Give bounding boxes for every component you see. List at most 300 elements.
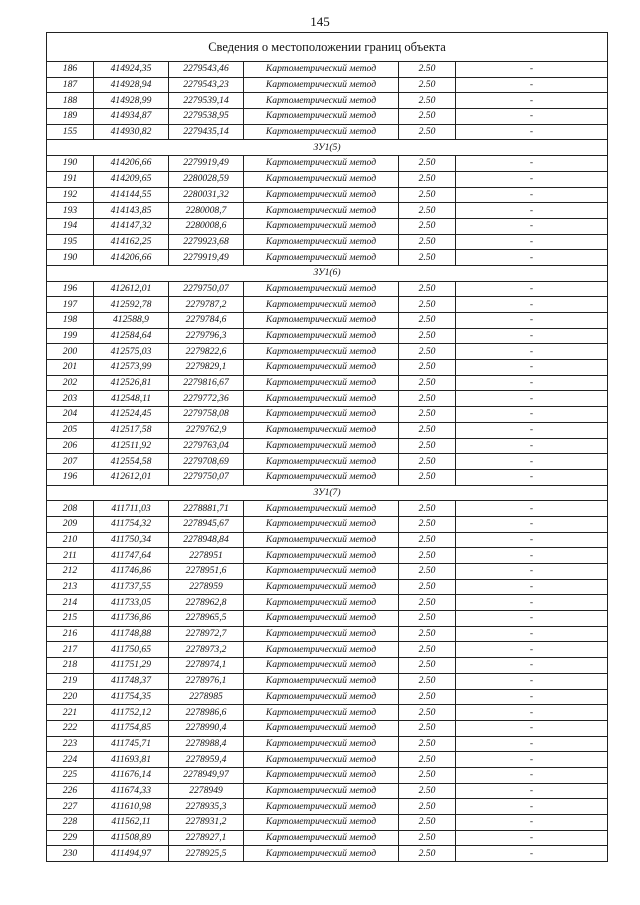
- point-number-cell: 190: [47, 156, 94, 172]
- coordinate-x-cell: 412524,45: [94, 407, 169, 423]
- coordinate-y-cell: 2278949,97: [169, 767, 244, 783]
- point-number-cell: 195: [47, 234, 94, 250]
- description-cell: -: [456, 564, 608, 580]
- table-row: [47, 783, 608, 799]
- method-cell: Картометрический метод: [244, 815, 399, 831]
- point-number-cell: 210: [47, 532, 94, 548]
- description-cell: -: [456, 454, 608, 470]
- coordinate-y-cell: 2279763,04: [169, 438, 244, 454]
- coordinate-y-cell: 2279708,69: [169, 454, 244, 470]
- point-number-cell: 219: [47, 673, 94, 689]
- accuracy-cell: 2.50: [399, 564, 456, 580]
- table-row: [47, 313, 608, 329]
- table-row: [47, 752, 608, 768]
- table-row: [47, 767, 608, 783]
- coordinate-y-cell: 2278959,4: [169, 752, 244, 768]
- coordinate-y-cell: 2278965,5: [169, 611, 244, 627]
- accuracy-cell: 2.50: [399, 469, 456, 485]
- coordinate-y-cell: 2279772,36: [169, 391, 244, 407]
- method-cell: Картометрический метод: [244, 454, 399, 470]
- description-cell: -: [456, 187, 608, 203]
- coordinate-x-cell: 414928,94: [94, 77, 169, 93]
- coordinate-x-cell: 414147,32: [94, 218, 169, 234]
- method-cell: Картометрический метод: [244, 422, 399, 438]
- point-number-cell: 209: [47, 516, 94, 532]
- description-cell: -: [456, 846, 608, 862]
- coordinate-y-cell: 2278962,8: [169, 595, 244, 611]
- accuracy-cell: 2.50: [399, 250, 456, 266]
- coordinate-x-cell: 412584,64: [94, 328, 169, 344]
- point-number-cell: 198: [47, 313, 94, 329]
- description-cell: -: [456, 501, 608, 517]
- accuracy-cell: 2.50: [399, 752, 456, 768]
- method-cell: Картометрический метод: [244, 830, 399, 846]
- method-cell: Картометрический метод: [244, 469, 399, 485]
- method-cell: Картометрический метод: [244, 705, 399, 721]
- coordinate-x-cell: 411508,89: [94, 830, 169, 846]
- method-cell: Картометрический метод: [244, 156, 399, 172]
- coordinate-x-cell: 414928,99: [94, 93, 169, 109]
- coordinate-y-cell: 2278985: [169, 689, 244, 705]
- point-number-cell: 228: [47, 815, 94, 831]
- section-row: [47, 485, 608, 501]
- accuracy-cell: 2.50: [399, 344, 456, 360]
- coordinate-x-cell: 414162,25: [94, 234, 169, 250]
- accuracy-cell: 2.50: [399, 689, 456, 705]
- description-cell: -: [456, 767, 608, 783]
- method-cell: Картометрический метод: [244, 328, 399, 344]
- coordinate-x-cell: 412612,01: [94, 281, 169, 297]
- table-row: [47, 438, 608, 454]
- coordinate-y-cell: 2280031,32: [169, 187, 244, 203]
- method-cell: Картометрический метод: [244, 595, 399, 611]
- description-cell: -: [456, 62, 608, 78]
- coordinate-y-cell: 2279538,95: [169, 109, 244, 125]
- point-number-cell: 200: [47, 344, 94, 360]
- table-row: [47, 689, 608, 705]
- method-cell: Картометрический метод: [244, 187, 399, 203]
- point-number-cell: 189: [47, 109, 94, 125]
- coordinate-y-cell: 2278881,71: [169, 501, 244, 517]
- method-cell: Картометрический метод: [244, 767, 399, 783]
- point-number-cell: 225: [47, 767, 94, 783]
- point-number-cell: 191: [47, 171, 94, 187]
- coordinate-y-cell: 2280028,59: [169, 171, 244, 187]
- point-number-cell: 213: [47, 579, 94, 595]
- coordinate-x-cell: 412517,58: [94, 422, 169, 438]
- accuracy-cell: 2.50: [399, 830, 456, 846]
- point-number-cell: 192: [47, 187, 94, 203]
- description-cell: -: [456, 532, 608, 548]
- table-row: [47, 375, 608, 391]
- description-cell: -: [456, 783, 608, 799]
- table-row: [47, 799, 608, 815]
- coordinate-y-cell: 2279923,68: [169, 234, 244, 250]
- point-number-cell: 187: [47, 77, 94, 93]
- point-number-cell: 194: [47, 218, 94, 234]
- point-number-cell: 196: [47, 281, 94, 297]
- coordinate-y-cell: 2279543,46: [169, 62, 244, 78]
- coordinate-y-cell: 2279543,23: [169, 77, 244, 93]
- coordinate-y-cell: 2278973,2: [169, 642, 244, 658]
- coordinate-y-cell: 2279758,08: [169, 407, 244, 423]
- accuracy-cell: 2.50: [399, 360, 456, 376]
- coordinate-x-cell: 411745,71: [94, 736, 169, 752]
- coordinate-x-cell: 411693,81: [94, 752, 169, 768]
- method-cell: Картометрический метод: [244, 532, 399, 548]
- description-cell: -: [456, 218, 608, 234]
- accuracy-cell: 2.50: [399, 407, 456, 423]
- description-cell: -: [456, 830, 608, 846]
- table-row: [47, 297, 608, 313]
- coordinate-y-cell: 2278948,84: [169, 532, 244, 548]
- table-row: [47, 218, 608, 234]
- accuracy-cell: 2.50: [399, 77, 456, 93]
- description-cell: -: [456, 344, 608, 360]
- method-cell: Картометрический метод: [244, 658, 399, 674]
- coordinate-y-cell: 2278949: [169, 783, 244, 799]
- description-cell: -: [456, 548, 608, 564]
- coordinate-x-cell: 411562,11: [94, 815, 169, 831]
- coordinate-x-cell: 414924,35: [94, 62, 169, 78]
- coordinate-y-cell: 2278972,7: [169, 626, 244, 642]
- point-number-cell: 207: [47, 454, 94, 470]
- description-cell: -: [456, 281, 608, 297]
- description-cell: -: [456, 124, 608, 140]
- coordinate-y-cell: 2279539,14: [169, 93, 244, 109]
- coordinate-x-cell: 412592,78: [94, 297, 169, 313]
- coordinate-x-cell: 411748,37: [94, 673, 169, 689]
- coordinate-x-cell: 411610,98: [94, 799, 169, 815]
- point-number-cell: 203: [47, 391, 94, 407]
- accuracy-cell: 2.50: [399, 313, 456, 329]
- description-cell: -: [456, 234, 608, 250]
- coordinate-x-cell: 411737,55: [94, 579, 169, 595]
- coordinate-x-cell: 411754,35: [94, 689, 169, 705]
- method-cell: Картометрический метод: [244, 564, 399, 580]
- point-number-cell: 193: [47, 203, 94, 219]
- point-number-cell: 215: [47, 611, 94, 627]
- coordinate-x-cell: 412573,99: [94, 360, 169, 376]
- method-cell: Картометрический метод: [244, 752, 399, 768]
- point-number-cell: 201: [47, 360, 94, 376]
- accuracy-cell: 2.50: [399, 62, 456, 78]
- accuracy-cell: 2.50: [399, 422, 456, 438]
- method-cell: Картометрический метод: [244, 93, 399, 109]
- section-row: [47, 140, 608, 156]
- method-cell: Картометрический метод: [244, 62, 399, 78]
- description-cell: -: [456, 156, 608, 172]
- point-number-cell: 208: [47, 501, 94, 517]
- coordinate-x-cell: 412588,9: [94, 313, 169, 329]
- description-cell: -: [456, 203, 608, 219]
- description-cell: -: [456, 375, 608, 391]
- method-cell: Картометрический метод: [244, 783, 399, 799]
- table-title-row: [47, 33, 608, 62]
- coordinate-y-cell: 2278945,67: [169, 516, 244, 532]
- method-cell: Картометрический метод: [244, 736, 399, 752]
- boundary-coordinates-sheet: [46, 32, 607, 862]
- coordinate-x-cell: 412612,01: [94, 469, 169, 485]
- point-number-cell: 202: [47, 375, 94, 391]
- description-cell: -: [456, 799, 608, 815]
- point-number-cell: 217: [47, 642, 94, 658]
- description-cell: -: [456, 736, 608, 752]
- table-row: [47, 595, 608, 611]
- table-row: [47, 391, 608, 407]
- coordinate-x-cell: 411754,85: [94, 720, 169, 736]
- description-cell: -: [456, 360, 608, 376]
- description-cell: -: [456, 407, 608, 423]
- description-cell: -: [456, 313, 608, 329]
- table-row: [47, 626, 608, 642]
- point-number-cell: 212: [47, 564, 94, 580]
- table-row: [47, 642, 608, 658]
- point-number-cell: 229: [47, 830, 94, 846]
- section-label: ЗУ1(6): [47, 265, 608, 281]
- coordinate-x-cell: 412554,58: [94, 454, 169, 470]
- table-row: [47, 736, 608, 752]
- coordinate-y-cell: 2278931,2: [169, 815, 244, 831]
- accuracy-cell: 2.50: [399, 579, 456, 595]
- coordinate-x-cell: 411711,03: [94, 501, 169, 517]
- point-number-cell: 204: [47, 407, 94, 423]
- description-cell: -: [456, 297, 608, 313]
- coordinate-y-cell: 2279750,07: [169, 281, 244, 297]
- coordinate-y-cell: 2279784,6: [169, 313, 244, 329]
- description-cell: -: [456, 705, 608, 721]
- coordinate-y-cell: 2278990,4: [169, 720, 244, 736]
- coordinate-x-cell: 411748,88: [94, 626, 169, 642]
- method-cell: Картометрический метод: [244, 77, 399, 93]
- table-row: [47, 830, 608, 846]
- point-number-cell: 221: [47, 705, 94, 721]
- table-row: [47, 611, 608, 627]
- description-cell: -: [456, 626, 608, 642]
- coordinate-y-cell: 2280008,6: [169, 218, 244, 234]
- method-cell: Картометрический метод: [244, 313, 399, 329]
- accuracy-cell: 2.50: [399, 658, 456, 674]
- point-number-cell: 155: [47, 124, 94, 140]
- point-number-cell: 188: [47, 93, 94, 109]
- coordinate-x-cell: 411733,05: [94, 595, 169, 611]
- coordinate-x-cell: 411752,12: [94, 705, 169, 721]
- coordinate-x-cell: 411676,14: [94, 767, 169, 783]
- coordinate-x-cell: 411674,33: [94, 783, 169, 799]
- method-cell: Картометрический метод: [244, 281, 399, 297]
- accuracy-cell: 2.50: [399, 391, 456, 407]
- description-cell: -: [456, 752, 608, 768]
- boundary-coordinates-table: [46, 32, 608, 862]
- coordinate-y-cell: 2278927,1: [169, 830, 244, 846]
- point-number-cell: 205: [47, 422, 94, 438]
- table-row: [47, 579, 608, 595]
- coordinate-y-cell: 2278951: [169, 548, 244, 564]
- method-cell: Картометрический метод: [244, 516, 399, 532]
- accuracy-cell: 2.50: [399, 799, 456, 815]
- accuracy-cell: 2.50: [399, 548, 456, 564]
- accuracy-cell: 2.50: [399, 375, 456, 391]
- accuracy-cell: 2.50: [399, 767, 456, 783]
- accuracy-cell: 2.50: [399, 187, 456, 203]
- method-cell: Картометрический метод: [244, 109, 399, 125]
- method-cell: Картометрический метод: [244, 720, 399, 736]
- coordinate-y-cell: 2278925,5: [169, 846, 244, 862]
- coordinate-y-cell: 2279829,1: [169, 360, 244, 376]
- point-number-cell: 226: [47, 783, 94, 799]
- coordinate-y-cell: 2278988,4: [169, 736, 244, 752]
- description-cell: -: [456, 815, 608, 831]
- accuracy-cell: 2.50: [399, 454, 456, 470]
- description-cell: -: [456, 77, 608, 93]
- method-cell: Картометрический метод: [244, 501, 399, 517]
- coordinate-x-cell: 414206,66: [94, 156, 169, 172]
- description-cell: -: [456, 673, 608, 689]
- coordinate-x-cell: 412548,11: [94, 391, 169, 407]
- point-number-cell: 186: [47, 62, 94, 78]
- table-row: [47, 156, 608, 172]
- description-cell: -: [456, 579, 608, 595]
- table-row: [47, 422, 608, 438]
- coordinate-x-cell: 412526,81: [94, 375, 169, 391]
- section-row: [47, 265, 608, 281]
- method-cell: Картометрический метод: [244, 234, 399, 250]
- coordinate-x-cell: 411494,97: [94, 846, 169, 862]
- coordinate-y-cell: 2278986,6: [169, 705, 244, 721]
- description-cell: -: [456, 422, 608, 438]
- coordinate-y-cell: 2278974,1: [169, 658, 244, 674]
- accuracy-cell: 2.50: [399, 501, 456, 517]
- table-row: [47, 93, 608, 109]
- coordinate-x-cell: 414930,82: [94, 124, 169, 140]
- table-row: [47, 203, 608, 219]
- coordinate-x-cell: 414143,85: [94, 203, 169, 219]
- table-row: [47, 344, 608, 360]
- table-row: [47, 77, 608, 93]
- point-number-cell: 190: [47, 250, 94, 266]
- page-number: 145: [310, 14, 330, 29]
- description-cell: -: [456, 171, 608, 187]
- table-row: [47, 171, 608, 187]
- table-row: [47, 564, 608, 580]
- accuracy-cell: 2.50: [399, 203, 456, 219]
- point-number-cell: 230: [47, 846, 94, 862]
- description-cell: -: [456, 391, 608, 407]
- method-cell: Картометрический метод: [244, 297, 399, 313]
- table-row: [47, 360, 608, 376]
- coordinate-x-cell: 411751,29: [94, 658, 169, 674]
- coordinate-y-cell: 2279750,07: [169, 469, 244, 485]
- table-row: [47, 516, 608, 532]
- coordinate-x-cell: 414209,65: [94, 171, 169, 187]
- coordinate-y-cell: 2278935,3: [169, 799, 244, 815]
- description-cell: -: [456, 689, 608, 705]
- table-row: [47, 281, 608, 297]
- coordinate-x-cell: 411750,65: [94, 642, 169, 658]
- description-cell: -: [456, 516, 608, 532]
- coordinate-y-cell: 2279919,49: [169, 250, 244, 266]
- accuracy-cell: 2.50: [399, 626, 456, 642]
- coordinate-x-cell: 411750,34: [94, 532, 169, 548]
- coordinate-x-cell: 412575,03: [94, 344, 169, 360]
- description-cell: -: [456, 250, 608, 266]
- method-cell: Картометрический метод: [244, 375, 399, 391]
- coordinate-y-cell: 2279816,67: [169, 375, 244, 391]
- table-row: [47, 109, 608, 125]
- accuracy-cell: 2.50: [399, 171, 456, 187]
- point-number-cell: 199: [47, 328, 94, 344]
- table-row: [47, 469, 608, 485]
- accuracy-cell: 2.50: [399, 720, 456, 736]
- method-cell: Картометрический метод: [244, 203, 399, 219]
- method-cell: Картометрический метод: [244, 391, 399, 407]
- point-number-cell: 223: [47, 736, 94, 752]
- method-cell: Картометрический метод: [244, 548, 399, 564]
- coordinate-x-cell: 411754,32: [94, 516, 169, 532]
- coordinate-y-cell: 2279822,6: [169, 344, 244, 360]
- method-cell: Картометрический метод: [244, 642, 399, 658]
- point-number-cell: 220: [47, 689, 94, 705]
- coordinate-y-cell: 2279762,9: [169, 422, 244, 438]
- method-cell: Картометрический метод: [244, 438, 399, 454]
- section-label: ЗУ1(7): [47, 485, 608, 501]
- coordinate-x-cell: 411746,86: [94, 564, 169, 580]
- table-title: Сведения о местоположении границ объекта: [47, 33, 608, 62]
- accuracy-cell: 2.50: [399, 124, 456, 140]
- accuracy-cell: 2.50: [399, 156, 456, 172]
- table-row: [47, 705, 608, 721]
- method-cell: Картометрический метод: [244, 799, 399, 815]
- coordinate-y-cell: 2279796,3: [169, 328, 244, 344]
- method-cell: Картометрический метод: [244, 673, 399, 689]
- coordinate-x-cell: 414144,55: [94, 187, 169, 203]
- coordinate-y-cell: 2278951,6: [169, 564, 244, 580]
- accuracy-cell: 2.50: [399, 595, 456, 611]
- accuracy-cell: 2.50: [399, 736, 456, 752]
- accuracy-cell: 2.50: [399, 673, 456, 689]
- table-row: [47, 234, 608, 250]
- accuracy-cell: 2.50: [399, 218, 456, 234]
- coordinate-y-cell: 2278959: [169, 579, 244, 595]
- description-cell: -: [456, 595, 608, 611]
- table-row: [47, 407, 608, 423]
- table-row: [47, 673, 608, 689]
- accuracy-cell: 2.50: [399, 438, 456, 454]
- table-row: [47, 720, 608, 736]
- table-row: [47, 658, 608, 674]
- point-number-cell: 218: [47, 658, 94, 674]
- table-body: [47, 33, 608, 862]
- accuracy-cell: 2.50: [399, 297, 456, 313]
- method-cell: Картометрический метод: [244, 579, 399, 595]
- table-row: [47, 454, 608, 470]
- table-row: [47, 846, 608, 862]
- section-label: ЗУ1(5): [47, 140, 608, 156]
- description-cell: -: [456, 469, 608, 485]
- accuracy-cell: 2.50: [399, 93, 456, 109]
- point-number-cell: 214: [47, 595, 94, 611]
- accuracy-cell: 2.50: [399, 109, 456, 125]
- point-number-cell: 197: [47, 297, 94, 313]
- coordinate-y-cell: 2279919,49: [169, 156, 244, 172]
- table-row: [47, 250, 608, 266]
- point-number-cell: 211: [47, 548, 94, 564]
- table-row: [47, 532, 608, 548]
- description-cell: -: [456, 109, 608, 125]
- accuracy-cell: 2.50: [399, 516, 456, 532]
- method-cell: Картометрический метод: [244, 344, 399, 360]
- accuracy-cell: 2.50: [399, 846, 456, 862]
